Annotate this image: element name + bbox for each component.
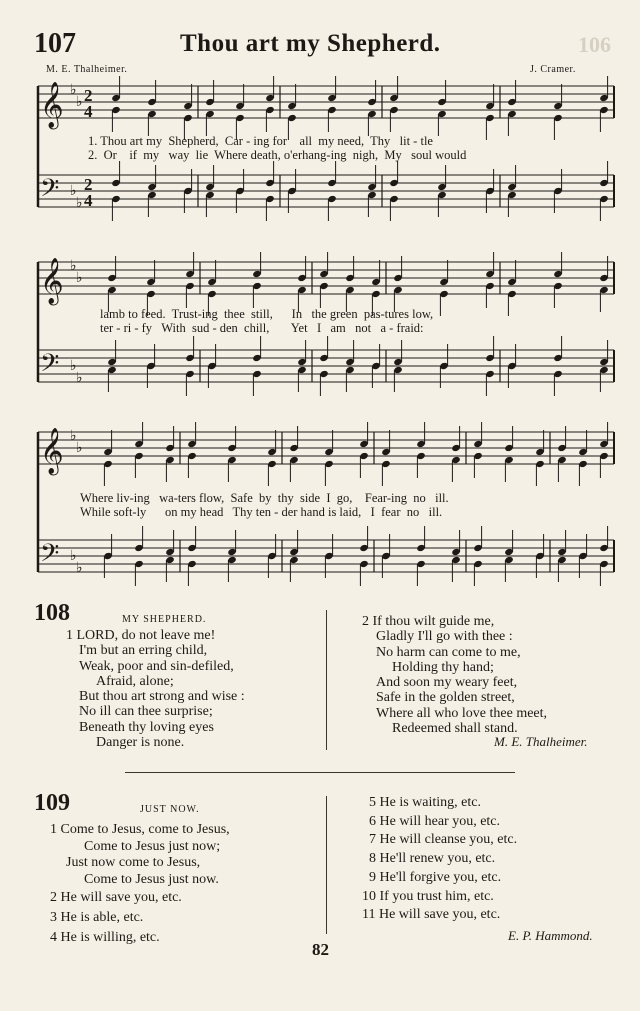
words-credit: M. E. Thalheimer.	[46, 64, 128, 75]
time-signature: 2	[84, 86, 93, 105]
time-signature: 4	[84, 191, 93, 210]
lyric-line: While soft-ly on my head Thy ten - der hand is laid, I fear no ill.	[80, 505, 443, 519]
verse-line: Where all who love thee meet,	[376, 705, 548, 721]
flat-sign: ♭	[76, 271, 83, 286]
time-signature: 2	[84, 175, 93, 194]
section-divider	[125, 772, 515, 773]
treble-clef: 𝄞	[40, 428, 64, 474]
hymn-108-number: 108	[34, 600, 70, 626]
flat-sign: ♭	[70, 429, 77, 444]
hymn-108-title: MY SHEPHERD.	[122, 614, 207, 625]
verse-line: Redeemed shall stand.	[392, 721, 518, 737]
verse-line: 6 He will hear you, etc.	[369, 813, 501, 829]
hymn-107-title: Thou art my Shepherd.	[180, 30, 441, 57]
lyric-line: ter - ri - fy With sud - den chill, Yet I am not a - fraid:	[100, 321, 424, 335]
verse-line: 11 He will save you, etc.	[362, 907, 501, 923]
bleed-through-number: 106	[578, 32, 611, 57]
verse-line: 5 He is waiting, etc.	[369, 795, 481, 810]
verse-line: 4 He is willing, etc.	[50, 930, 160, 945]
treble-clef: 𝄞	[40, 258, 64, 304]
verse-line: Weak, poor and sin-defiled,	[79, 658, 234, 674]
hymn-108-verse-1	[66, 628, 245, 750]
flat-sign: ♭	[70, 83, 77, 98]
verse-line: 2 He will save you, etc.	[50, 890, 182, 905]
bass-clef: 𝄢	[40, 539, 60, 574]
hymn-109-number: 109	[34, 790, 70, 816]
verse-line: Just now come to Jesus,	[66, 855, 201, 870]
hymn-109-title: JUST NOW.	[140, 804, 200, 815]
column-divider	[326, 610, 327, 750]
verse-line: Come to Jesus just now.	[84, 871, 219, 887]
treble-clef: 𝄞	[40, 82, 64, 128]
bass-clef: 𝄢	[40, 174, 60, 209]
verse-line: 9 He'll forgive you, etc.	[369, 869, 502, 885]
flat-sign: ♭	[76, 196, 83, 211]
verse-line: 1 LORD, do not leave me!	[66, 628, 216, 643]
verse-line: 7 He will cleanse you, etc.	[369, 832, 518, 848]
music-credit: J. Cramer.	[530, 64, 576, 75]
flat-sign: ♭	[70, 259, 77, 274]
time-signature: 4	[84, 102, 93, 121]
hymn-108-verse-2	[362, 614, 547, 736]
flat-sign: ♭	[70, 184, 77, 199]
verse-line: 8 He'll renew you, etc.	[369, 851, 496, 867]
flat-sign: ♭	[70, 359, 77, 374]
flat-sign: ♭	[70, 549, 77, 564]
verse-line: Come to Jesus just now;	[84, 838, 221, 854]
hymn-109-attribution: E. P. Hammond.	[508, 928, 593, 943]
verse-line: 10 If you trust him, etc.	[362, 888, 494, 904]
verse-line: 1 Come to Jesus, come to Jesus,	[50, 822, 230, 837]
hymn-109-right-column	[362, 794, 517, 925]
flat-sign: ♭	[76, 561, 83, 576]
verse-line: Safe in the golden street,	[376, 690, 515, 706]
hymn-109-left-column	[50, 822, 230, 948]
verse-line: Holding thy hand;	[392, 659, 494, 675]
verse-line: But thou art strong and wise :	[79, 689, 245, 705]
verse-line: 3 He is able, etc.	[50, 910, 144, 925]
hymn-107-number: 107	[34, 28, 76, 59]
verse-line: Afraid, alone;	[96, 673, 174, 689]
flat-sign: ♭	[76, 95, 83, 110]
flat-sign: ♭	[76, 441, 83, 456]
verse-line: I'm but an erring child,	[79, 643, 208, 659]
lyric-line: lamb to feed. Trust-ing thee still, In the green pas-tures low,	[100, 307, 434, 321]
lyric-line: 1. Thou art my Shepherd, Car - ing for all my need, Thy lit - tle	[88, 134, 433, 148]
column-divider	[326, 796, 327, 934]
verse-line: Danger is none.	[96, 735, 185, 751]
verse-line: And soon my weary feet,	[376, 675, 518, 691]
verse-line: 2 If thou wilt guide me,	[362, 614, 495, 629]
verse-line: Gladly I'll go with thee :	[376, 629, 513, 645]
bass-clef: 𝄢	[40, 349, 60, 384]
lyric-line: Where liv-ing wa-ters flow, Safe by thy side I go, Fear-ing no ill.	[80, 491, 449, 505]
verse-line: No harm can come to me,	[376, 644, 521, 660]
flat-sign: ♭	[76, 371, 83, 386]
verse-line: No ill can thee surprise;	[79, 704, 213, 720]
hymn-108-attribution: M. E. Thalheimer.	[494, 734, 588, 749]
lyric-line: 2. Or if my way lie Where death, o'erhang-ing nigh, My soul would	[88, 148, 467, 162]
page-number: 82	[312, 940, 329, 959]
verse-line: Beneath thy loving eyes	[79, 719, 214, 735]
